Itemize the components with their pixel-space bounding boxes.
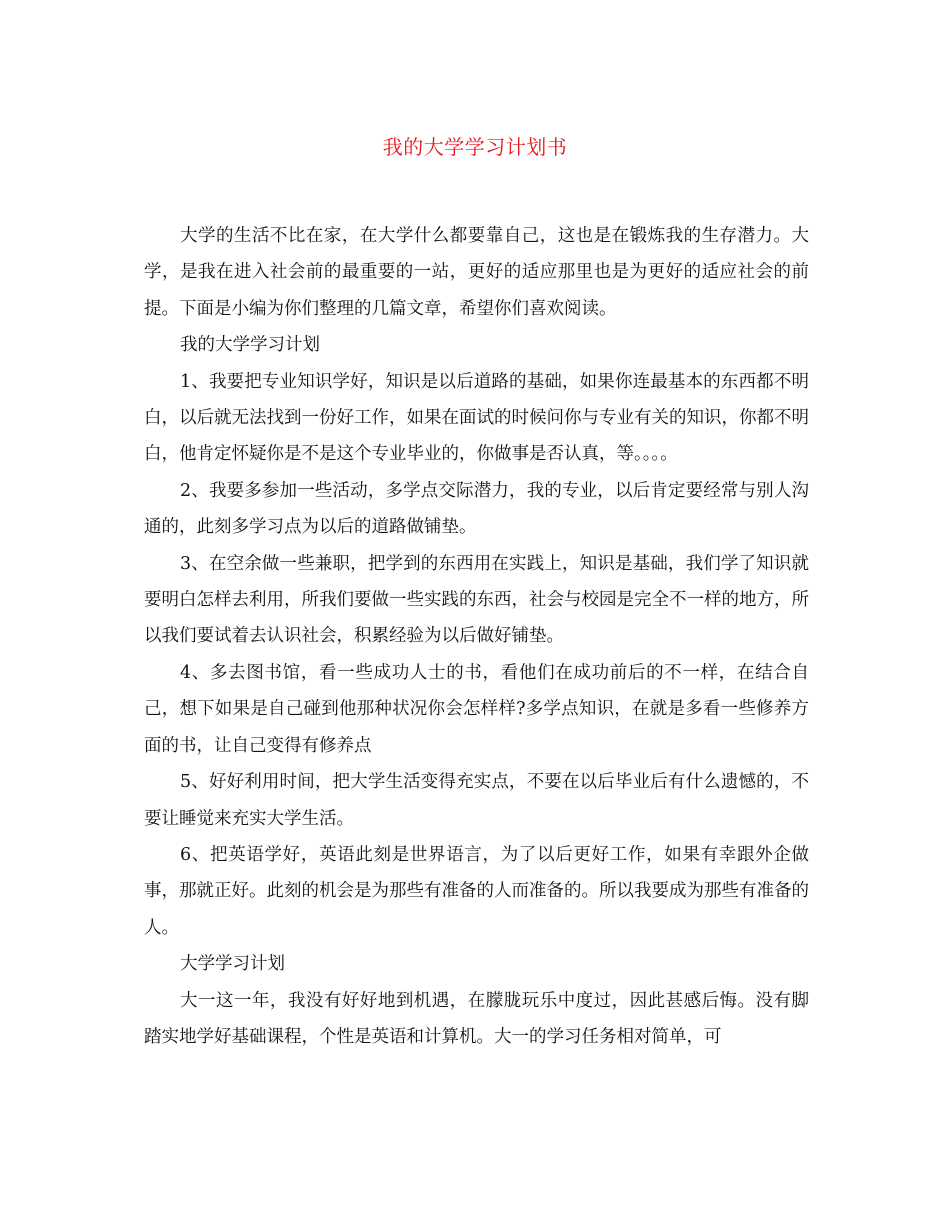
list-item-paragraph: 4、多去图书馆，看一些成功人士的书，看他们在成功前后的不一样，在结合自己，想下如果是自己碰到他那种状况你会怎样样?多学点知识，在就是多看一些修养方面的书，让自己变得有修养点 — [144, 662, 809, 756]
list-item-paragraph: 6、把英语学好，英语此刻是世界语言，为了以后更好工作，如果有幸跟外企做事，那就正好。此刻的机会是为那些有准备的人而准备的。所以我要成为那些有准备的人。 — [144, 844, 809, 938]
list-item-paragraph: 2、我要多参加一些活动，多学点交际潜力，我的专业，以后肯定要经常与别人沟通的，此刻多学习点为以后的道路做铺垫。 — [144, 480, 809, 538]
list-item-paragraph: 5、好好利用时间，把大学生活变得充实点，不要在以后毕业后有什么遗憾的，不要让睡觉来充实大学生活。 — [144, 772, 809, 829]
body-paragraph: 大一这一年，我没有好好地到机遇，在朦胧玩乐中度过，因此甚感后悔。没有脚踏实地学好基础课程，个性是英语和计算机。大一的学习任务相对简单，可 — [144, 990, 809, 1047]
list-item-paragraph: 1、我要把专业知识学好，知识是以后道路的基础，如果你连最基本的东西都不明白，以后就无法找到一份好工作，如果在面试的时候问你与专业有关的知识，你都不明白，他肯定怀疑你是不是这个专业毕业的，你做事是否认真，等。。。。 — [144, 371, 809, 465]
section-heading: 我的大学学习计划 — [180, 335, 320, 356]
document-title: 我的大学学习计划书 — [382, 135, 568, 159]
intro-paragraph: 大学的生活不比在家，在大学什么都要靠自己，这也是在锻炼我的生存潜力。大学，是我在进入社会前的最重要的一站，更好的适应那里也是为更好的适应社会的前提。下面是小编为你们整理的几篇文章，希望你们喜欢阅读。 — [144, 226, 809, 319]
document-body — [144, 218, 809, 1055]
section-heading: 大学学习计划 — [180, 954, 285, 975]
list-item-paragraph: 3、在空余做一些兼职，把学到的东西用在实践上，知识是基础，我们学了知识就要明白怎样去利用，所我们要做一些实践的东西，社会与校园是完全不一样的地方，所以我们要试着去认识社会，积累经验为以后做好铺垫。 — [144, 553, 809, 647]
